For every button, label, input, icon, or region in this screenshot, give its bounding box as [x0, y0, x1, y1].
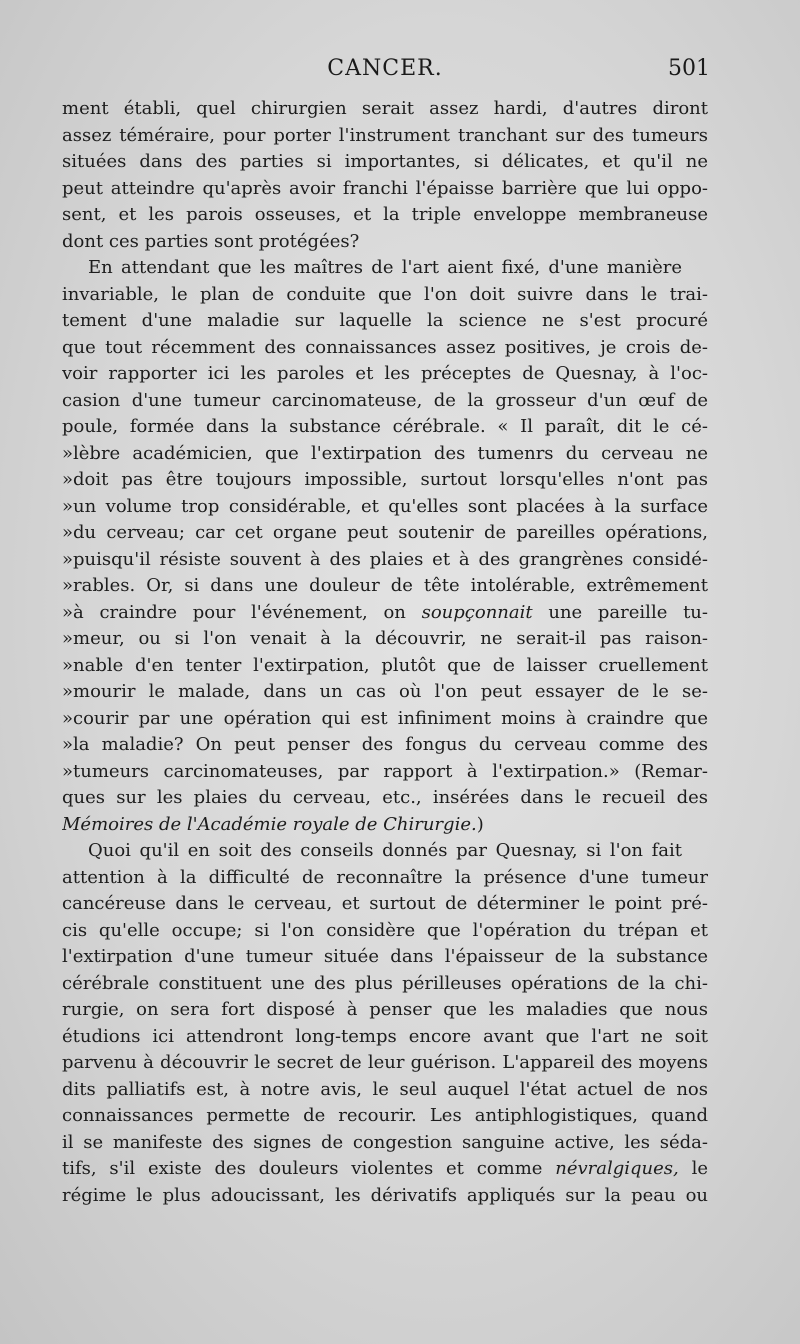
text-line: [62, 1130, 708, 1157]
text-line: [62, 255, 708, 282]
text-line: [62, 573, 708, 600]
text-line: [62, 997, 708, 1024]
text-line: [62, 467, 708, 494]
line-text: cis qu'elle occupe; si l'on considère que l'opération du trépan et: [62, 919, 708, 941]
line-text: rables. Or, si dans une douleur de tête intolérable, extrêmement: [73, 575, 708, 596]
line-text: Quoi qu'il en soit des conseils donnés par Quesnay, si l'on fait: [88, 840, 682, 861]
line-text: la maladie? On peut penser des fongus du cerveau comme des: [73, 734, 708, 755]
line-text: tement d'une maladie sur laquelle la science ne s'est procuré: [62, 310, 708, 331]
text-line: [62, 1156, 708, 1183]
line-text: que tout récemment des connaissances assez positives, je crois de-: [62, 336, 708, 358]
text-line: [62, 149, 708, 176]
text-line: [62, 1183, 708, 1210]
line-text: tumeurs carcinomateuses, par rapport à l'extirpation.» (Remar-: [73, 760, 708, 782]
text-line: [62, 1024, 708, 1051]
line-text: étudions ici attendront long-temps encore avant que l'art ne soit: [62, 1025, 708, 1047]
line-text: situées dans des parties si importantes, si délicates, et qu'il ne: [62, 151, 708, 172]
text-line: [62, 626, 708, 653]
text-line: [62, 706, 708, 733]
text-line: [62, 838, 708, 865]
quote-mark: »: [62, 681, 74, 702]
line-text-after: ): [476, 813, 484, 835]
text-line: [62, 918, 708, 945]
quote-mark: »: [62, 734, 74, 755]
text-line: [62, 96, 708, 123]
text-line: [62, 441, 708, 468]
line-text: l'extirpation d'une tumeur située dans l'épaisseur de la substance: [62, 946, 708, 967]
text-line: [62, 388, 708, 415]
quote-mark: »: [62, 760, 74, 782]
text-line: [62, 812, 708, 839]
line-text: régime le plus adoucissant, les dérivatifs appliqués sur la peau ou: [62, 1184, 708, 1206]
line-text: connaissances permette de recourir. Les antiphlogistiques, quand: [62, 1105, 708, 1126]
line-text: assez téméraire, pour porter l'instrument tranchant sur des tumeurs: [62, 124, 708, 146]
line-text: peut atteindre qu'après avoir franchi l'épaisse barrière que lui oppo-: [62, 177, 708, 199]
line-text: cérébrale constituent une des plus périlleuses opérations de la chi-: [62, 972, 708, 994]
text-line: [62, 520, 708, 547]
page-number: 501: [668, 56, 710, 81]
line-text: ment établi, quel chirurgien serait assez hardi, d'autres diront: [62, 98, 708, 119]
text-line: [62, 759, 708, 786]
text-line: [62, 1103, 708, 1130]
line-text: sent, et les parois osseuses, et la triple enveloppe membraneuse: [62, 204, 708, 225]
text-line: [62, 1077, 708, 1104]
line-text: poule, formée dans la substance cérébrale. « Il paraît, dit le cé-: [62, 416, 708, 437]
line-text: parvenu à découvrir le secret de leur guérison. L'appareil des moyens: [62, 1052, 708, 1073]
text-line: [62, 865, 708, 892]
text-line: [62, 176, 708, 203]
quote-mark: »: [62, 442, 74, 464]
line-text: meur, ou si l'on venait à la découvrir, ne serait-il pas raison-: [73, 628, 708, 649]
quote-mark: »: [62, 628, 74, 649]
text-line: [62, 653, 708, 680]
line-text: un volume trop considérable, et qu'elles sont placées à la surface: [73, 495, 708, 517]
quote-mark: »: [62, 469, 74, 490]
text-line: [62, 600, 708, 627]
quote-mark: »: [62, 522, 74, 543]
line-text: casion d'une tumeur carcinomateuse, de la grosseur d'un œuf de: [62, 389, 708, 411]
line-text: à craindre pour l'événement, on: [73, 601, 422, 623]
italic-text: Mémoires de l'Académie royale de Chirurgie.: [62, 813, 477, 835]
quote-mark: »: [62, 707, 74, 729]
line-text: cancéreuse dans le cerveau, et surtout de déterminer le point pré-: [62, 893, 708, 914]
text-line: [62, 547, 708, 574]
italic-text: névralgiques,: [555, 1158, 679, 1179]
line-text: doit pas être toujours impossible, surtout lorsqu'elles n'ont pas: [73, 469, 708, 490]
quote-mark: »: [62, 601, 74, 623]
text-line: [62, 679, 708, 706]
text-line: [62, 785, 708, 812]
line-text: rurgie, on sera fort disposé à penser que les maladies que nous: [62, 999, 708, 1020]
line-text: dont ces parties sont protégées?: [62, 230, 360, 252]
line-text: voir rapporter ici les paroles et les préceptes de Quesnay, à l'oc-: [62, 363, 708, 384]
quote-mark: »: [62, 495, 74, 517]
quote-mark: »: [62, 575, 74, 596]
text-line: [62, 494, 708, 521]
line-text: En attendant que les maîtres de l'art aient fixé, d'une manière: [88, 257, 682, 278]
line-text: lèbre académicien, que l'extirpation des tumenrs du cerveau ne: [73, 442, 708, 464]
text-line: [62, 1050, 708, 1077]
text-line: [62, 361, 708, 388]
line-text: ques sur les plaies du cerveau, etc., insérées dans le recueil des: [62, 787, 708, 808]
line-text: attention à la difficulté de reconnaître la présence d'une tumeur: [62, 866, 708, 888]
running-title: CANCER.: [327, 56, 443, 81]
text-line: [62, 971, 708, 998]
italic-text: soupçonnait: [421, 601, 533, 623]
text-line: [62, 229, 708, 256]
text-line: [62, 123, 708, 150]
line-text: tifs, s'il existe des douleurs violentes et comme: [62, 1158, 556, 1179]
body-text: [62, 96, 708, 1209]
line-text: puisqu'il résiste souvent à des plaies et à des grangrènes considé-: [73, 548, 708, 570]
page-header: [60, 56, 710, 88]
line-text: mourir le malade, dans un cas où l'on peut essayer de le se-: [73, 681, 708, 702]
text-line: [62, 414, 708, 441]
quote-mark: »: [62, 548, 74, 570]
line-text-after: une pareille tu-: [532, 601, 708, 623]
text-line: [62, 308, 708, 335]
line-text: nable d'en tenter l'extirpation, plutôt que de laisser cruellement: [73, 654, 708, 676]
text-line: [62, 335, 708, 362]
line-text: courir par une opération qui est infiniment moins à craindre que: [73, 707, 708, 729]
line-text-after: le: [678, 1158, 708, 1179]
line-text: dits palliatifs est, à notre avis, le seul auquel l'état actuel de nos: [62, 1078, 708, 1100]
line-text: il se manifeste des signes de congestion sanguine active, les séda-: [62, 1131, 708, 1153]
quote-mark: »: [62, 654, 74, 676]
text-line: [62, 202, 708, 229]
text-line: [62, 732, 708, 759]
text-line: [62, 944, 708, 971]
line-text: du cerveau; car cet organe peut soutenir de pareilles opérations,: [73, 522, 708, 543]
line-text: invariable, le plan de conduite que l'on doit suivre dans le trai-: [62, 283, 708, 305]
text-line: [62, 891, 708, 918]
text-line: [62, 282, 708, 309]
